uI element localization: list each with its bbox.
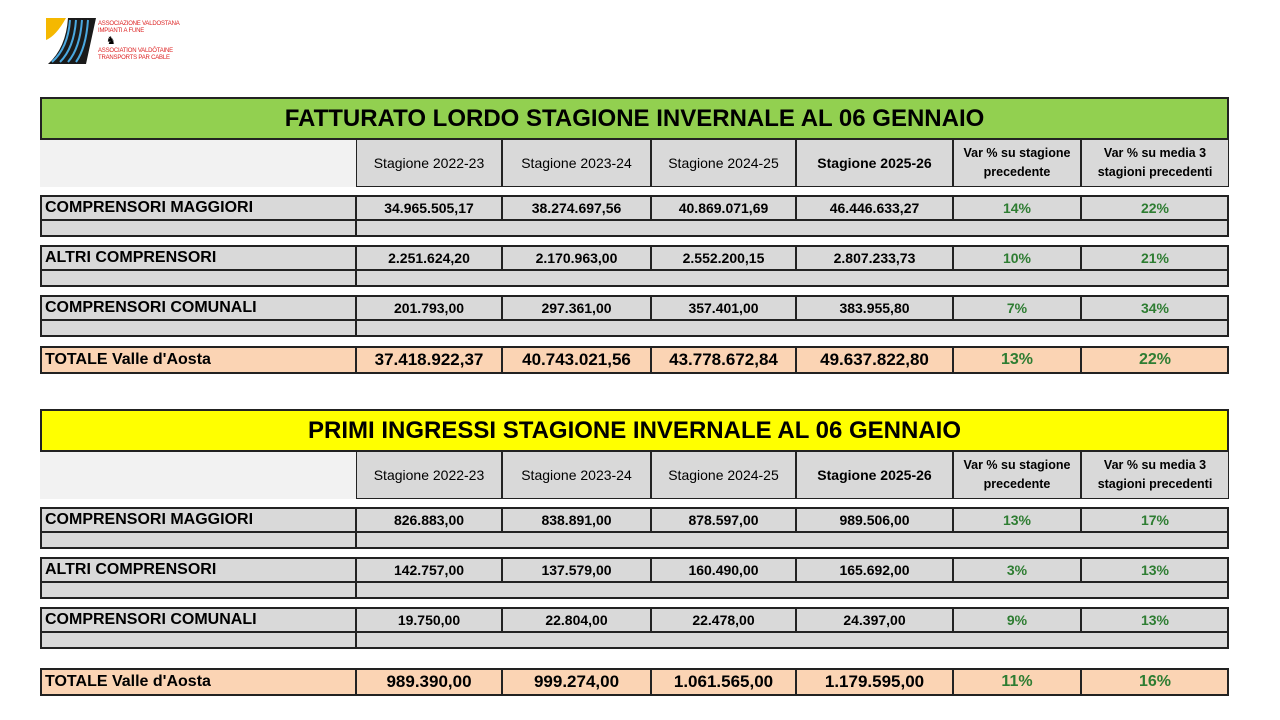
value-cell: 19.750,00 bbox=[356, 608, 502, 632]
total-var-prev-cell: 13% bbox=[953, 347, 1081, 373]
row-label: COMPRENSORI MAGGIORI bbox=[40, 508, 356, 532]
value-cell: 165.692,00 bbox=[796, 558, 953, 582]
column-header: Stagione 2024-25 bbox=[651, 451, 796, 499]
column-header: Stagione 2025-26 bbox=[796, 451, 953, 499]
value-cell: 2.807.233,73 bbox=[796, 246, 953, 270]
value-cell: 838.891,00 bbox=[502, 508, 651, 532]
lion-icon: ♞ bbox=[106, 35, 116, 47]
value-cell: 2.251.624,20 bbox=[356, 246, 502, 270]
value-cell: 383.955,80 bbox=[796, 296, 953, 320]
column-header: Stagione 2024-25 bbox=[651, 139, 796, 187]
value-cell: 40.869.071,69 bbox=[651, 196, 796, 220]
column-header: Var % su stagione precedente bbox=[953, 139, 1081, 187]
logo-text: TRANSPORTS PAR CABLE bbox=[98, 55, 170, 61]
header-blank-cell bbox=[40, 140, 356, 187]
table-title: FATTURATO LORDO STAGIONE INVERNALE AL 06 GENNAIO bbox=[40, 97, 1229, 140]
value-cell: 297.361,00 bbox=[502, 296, 651, 320]
spacer-cell bbox=[356, 220, 1229, 236]
value-cell: 24.397,00 bbox=[796, 608, 953, 632]
total-value-cell: 989.390,00 bbox=[356, 669, 502, 695]
total-value-cell: 43.778.672,84 bbox=[651, 347, 796, 373]
table-title: PRIMI INGRESSI STAGIONE INVERNALE AL 06 GENNAIO bbox=[40, 409, 1229, 452]
total-value-cell: 40.743.021,56 bbox=[502, 347, 651, 373]
spacer-cell bbox=[40, 532, 356, 548]
value-cell: 201.793,00 bbox=[356, 296, 502, 320]
spacer-cell bbox=[40, 632, 356, 648]
total-label: TOTALE Valle d'Aosta bbox=[40, 347, 356, 373]
var-avg-cell: 13% bbox=[1081, 558, 1229, 582]
row-label: COMPRENSORI MAGGIORI bbox=[40, 196, 356, 220]
column-header: Var % su media 3 stagioni precedenti bbox=[1081, 451, 1229, 499]
value-cell: 989.506,00 bbox=[796, 508, 953, 532]
total-value-cell: 49.637.822,80 bbox=[796, 347, 953, 373]
total-value-cell: 37.418.922,37 bbox=[356, 347, 502, 373]
var-avg-cell: 21% bbox=[1081, 246, 1229, 270]
column-header: Stagione 2023-24 bbox=[502, 139, 651, 187]
row-label: COMPRENSORI COMUNALI bbox=[40, 608, 356, 632]
var-prev-cell: 14% bbox=[953, 196, 1081, 220]
column-header: Var % su stagione precedente bbox=[953, 451, 1081, 499]
header-blank-cell bbox=[40, 452, 356, 499]
spacer-cell bbox=[40, 320, 356, 336]
total-var-avg-cell: 22% bbox=[1081, 347, 1229, 373]
spacer-cell bbox=[40, 270, 356, 286]
spacer-cell bbox=[356, 320, 1229, 336]
spacer-cell bbox=[40, 220, 356, 236]
spacer-cell bbox=[356, 632, 1229, 648]
value-cell: 46.446.633,27 bbox=[796, 196, 953, 220]
spacer-cell bbox=[356, 532, 1229, 548]
value-cell: 2.552.200,15 bbox=[651, 246, 796, 270]
var-prev-cell: 13% bbox=[953, 508, 1081, 532]
spacer-cell bbox=[356, 582, 1229, 598]
column-header: Stagione 2022-23 bbox=[356, 451, 502, 499]
spacer-cell bbox=[40, 582, 356, 598]
column-header: Stagione 2023-24 bbox=[502, 451, 651, 499]
total-var-prev-cell: 11% bbox=[953, 669, 1081, 695]
row-label: COMPRENSORI COMUNALI bbox=[40, 296, 356, 320]
value-cell: 826.883,00 bbox=[356, 508, 502, 532]
total-value-cell: 999.274,00 bbox=[502, 669, 651, 695]
row-label: ALTRI COMPRENSORI bbox=[40, 558, 356, 582]
total-value-cell: 1.179.595,00 bbox=[796, 669, 953, 695]
var-prev-cell: 7% bbox=[953, 296, 1081, 320]
logo-text: IMPIANTI A FUNE bbox=[98, 28, 145, 34]
column-header: Stagione 2025-26 bbox=[796, 139, 953, 187]
value-cell: 34.965.505,17 bbox=[356, 196, 502, 220]
value-cell: 2.170.963,00 bbox=[502, 246, 651, 270]
var-prev-cell: 10% bbox=[953, 246, 1081, 270]
column-header: Stagione 2022-23 bbox=[356, 139, 502, 187]
spacer-cell bbox=[356, 270, 1229, 286]
total-label: TOTALE Valle d'Aosta bbox=[40, 669, 356, 695]
var-avg-cell: 17% bbox=[1081, 508, 1229, 532]
var-avg-cell: 13% bbox=[1081, 608, 1229, 632]
value-cell: 357.401,00 bbox=[651, 296, 796, 320]
logo-text: ASSOCIAZIONE VALDOSTANA bbox=[98, 21, 180, 27]
value-cell: 22.804,00 bbox=[502, 608, 651, 632]
association-logo bbox=[46, 18, 196, 66]
row-label: ALTRI COMPRENSORI bbox=[40, 246, 356, 270]
var-prev-cell: 3% bbox=[953, 558, 1081, 582]
total-var-avg-cell: 16% bbox=[1081, 669, 1229, 695]
value-cell: 878.597,00 bbox=[651, 508, 796, 532]
var-prev-cell: 9% bbox=[953, 608, 1081, 632]
value-cell: 38.274.697,56 bbox=[502, 196, 651, 220]
logo-mark-icon bbox=[46, 18, 96, 66]
value-cell: 160.490,00 bbox=[651, 558, 796, 582]
logo-text: ASSOCIATION VALDÔTAINE bbox=[98, 48, 173, 54]
var-avg-cell: 22% bbox=[1081, 196, 1229, 220]
value-cell: 142.757,00 bbox=[356, 558, 502, 582]
value-cell: 22.478,00 bbox=[651, 608, 796, 632]
var-avg-cell: 34% bbox=[1081, 296, 1229, 320]
total-value-cell: 1.061.565,00 bbox=[651, 669, 796, 695]
value-cell: 137.579,00 bbox=[502, 558, 651, 582]
column-header: Var % su media 3 stagioni precedenti bbox=[1081, 139, 1229, 187]
